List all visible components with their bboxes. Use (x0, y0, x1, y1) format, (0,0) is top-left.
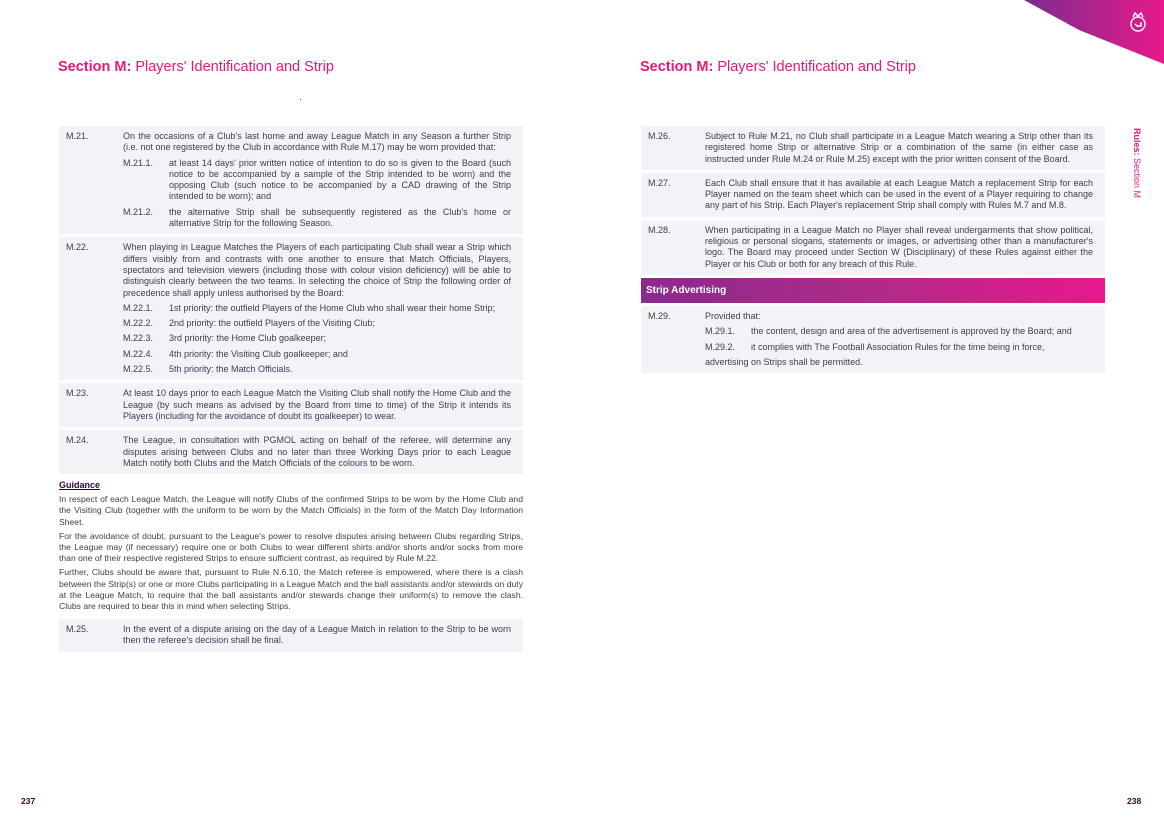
section-title: Section M: Players' Identification and Strip (640, 59, 916, 75)
rule-m23: M.23. At least 10 days prior to each League Match the Visiting Club shall notify the Home Club and the League (by such means as advised by the Board from time to time) of the Strip it intends its Players (including for the avoidance of doubt its goalkeeper) to wear. (59, 383, 523, 427)
rule-m25: M.25. In the event of a dispute arising on the day of a League Match in relation to the Strip to be worn then the referee's decision shall be final. (59, 619, 523, 652)
rule-m24: M.24. The League, in consultation with PGMOL acting on behalf of the referee, will determine any disputes arising between Clubs and no later than three Working Days prior to each League Match notify both Clubs and the Match Officials of the colours to be worn. (59, 430, 523, 474)
rules-column (641, 126, 1105, 376)
strip-advertising-heading: Strip Advertising (641, 278, 1105, 303)
right-page (582, 0, 1164, 825)
section-title: Section M: Players' Identification and Strip (58, 59, 334, 75)
rules-column (59, 126, 523, 655)
stray-dot (300, 99, 301, 100)
guidance-paragraph: In respect of each League Match, the League will notify Clubs of the confirmed Strips to be worn by the Home Club and the Visiting Club (together with the uniform to be worn by the Match Officials) in the form of the Match Day Information Sheet. (59, 494, 523, 527)
guidance-heading: Guidance (59, 480, 101, 491)
page-number: 238 (1127, 796, 1142, 806)
guidance-paragraph: Further, Clubs should be aware that, pursuant to Rule N.6.10, the Match referee is empowered, where there is a clash between the Strip(s) or one or more Clubs participating in a League Match and the ball assistants and/or stewards on duty at the League Match, to require that the ball assistants and/or stewards change their uniform(s) to remove the clash. Clubs are required to bear this in mind when selecting Strips. (59, 567, 523, 611)
rule-m27: M.27. Each Club shall ensure that it has available at each League Match a replacement Strip for each Player named on the team sheet which can be used in the event of a Player requiring to change any part of his Strip. Each Player's replacement Strip shall comply with Rules M.7 and M.8. (641, 173, 1105, 217)
rule-m29-tail: advertising on Strips shall be permitted. (705, 356, 863, 367)
rule-m28: M.28. When participating in a League Match no Player shall reveal undergarments that show political, religious or personal slogans, statements or images, or advertising other than a manufacturer's logo. The Board may proceed under Section W (Disciplinary) of these Rules against either the Player or his Club or both for any breach of this Rule. (641, 220, 1105, 275)
rule-m21: M.21. On the occasions of a Club's last home and away League Match in any Season a further Strip (i.e. not one registered by the Club in accordance with Rule M.17) may be worn provided that: M.21.1. at least 14 days' prior written notice of intention to do so is given to the Board (such notice to be accompanied by a sample of the Strip intended to be worn) and the opposing Club (such notice to be accompanied by a CAD drawing of the Strip intended to be worn); and M.21.2. the alternative Strip shall be subsequently registered as the Club's home or alternative Strip for the following Season. (59, 126, 523, 234)
side-tab: Rules: Section M (1132, 128, 1142, 199)
rule-m22: M.22. When playing in League Matches the Players of each participating Club shall wear a Strip which differs visibly from and contrasts with one another to ensure that Match Officials, Players, spectators and television viewers (including those with colour vision deficiency) will be able to distinguish clearly between the two teams. In selecting the choice of Strip the following order of precedence shall apply unless authorised by the Board: M.22.1. 1st priority: the outfield Players of the Home Club who shall wear their home Strip; M.22.2. 2nd priority: the outfield Players of the Visiting Club; M.22.3. 3rd priority: the Home Club goalkeeper; M.22.4. 4th priority: the Visiting Club goalkeeper; and M.22.5. 5th priority: the Match Officials. (59, 237, 523, 380)
page-number: 237 (21, 796, 36, 806)
corner-banner (1024, 0, 1164, 70)
guidance-paragraph: For the avoidance of doubt, pursuant to the League's power to resolve disputes arising between Clubs regarding Strips, the League may (if necessary) require one or both Clubs to wear different shirts and/or shorts and/or socks from more than one of their respective registered Strips to ensure sufficient contrast, as required by Rule M.22. (59, 530, 523, 564)
rule-m29: M.29. Provided that: M.29.1. the content, design and area of the advertisement is approved by the Board; and M.29.2. it complies with The Football Association Rules for the time being in force, advertising on Strips shall be permitted. (641, 306, 1105, 373)
rule-m26: M.26. Subject to Rule M.21, no Club shall participate in a League Match wearing a Strip other than its registered home Strip or alternative Strip or a combination of the same (in either case as instructed under Rule M.24 or Rule M.25) except with the prior written consent of the Board. (641, 126, 1105, 170)
